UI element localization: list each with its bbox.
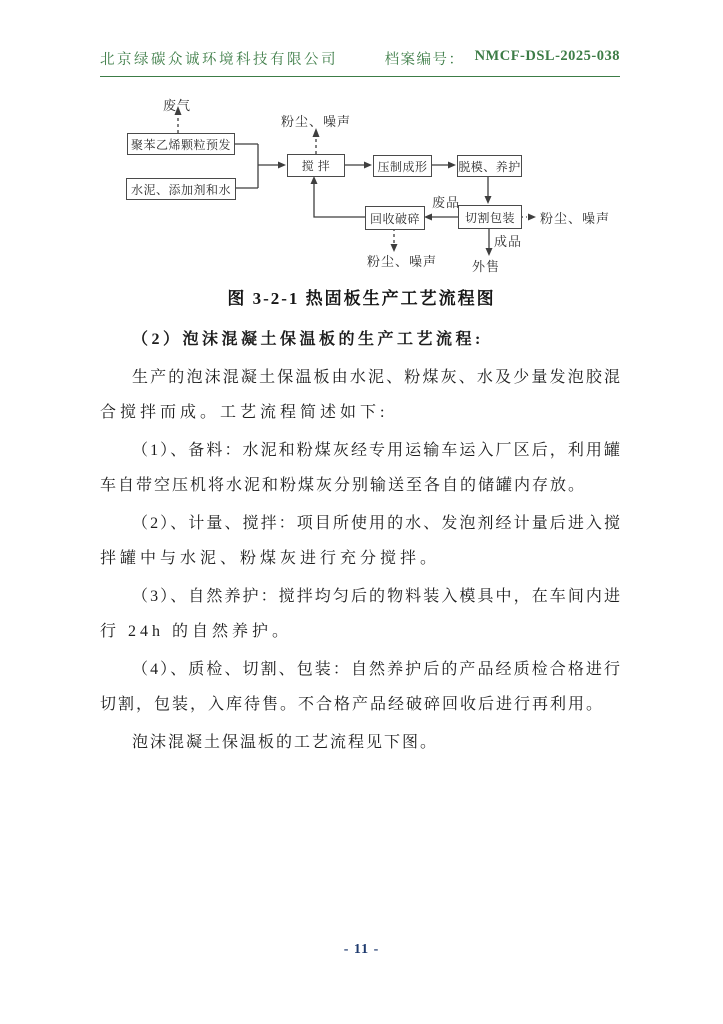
flowchart-box-cement-additives: 水泥、添加剂和水 <box>126 178 236 200</box>
paragraph <box>100 433 622 503</box>
flowchart-box-press-forming: 压制成形 <box>373 155 432 177</box>
paragraph <box>100 725 622 760</box>
flowchart-connectors <box>0 0 723 300</box>
paragraph-line: 行 24h 的自然养护。 <box>100 623 293 640</box>
label-finished-product: 成品 <box>494 234 523 249</box>
page-number: - 11 - <box>343 942 380 957</box>
paragraph-line: （1）、备料：水泥和粉煤灰经专用运输车运入厂区后，利用罐 <box>132 442 622 459</box>
flowchart-box-pre-expansion: 聚苯乙烯颗粒预发 <box>127 133 235 155</box>
paragraph <box>100 506 622 576</box>
flowchart-box-demold-curing: 脱模、养护 <box>457 155 522 177</box>
label-dust-noise-mixing: 粉尘、噪声 <box>281 114 352 129</box>
paragraph-line: （4）、质检、切割、包装：自然养护后的产品经质检合格进行 <box>132 661 622 678</box>
paragraph-line: 切割，包装，入库待售。不合格产品经破碎回收后进行再利用。 <box>100 696 605 713</box>
archive-number: NMCF-DSL-2025-038 <box>474 48 620 64</box>
flowchart-box-recycle-crushing: 回收破碎 <box>365 206 425 230</box>
section-heading: （2）泡沫混凝土保温板的生产工艺流程: <box>132 331 484 348</box>
paragraph-line: 合搅拌而成。工艺流程简述如下: <box>100 404 389 421</box>
flowchart-box-cut-packaging: 切割包装 <box>458 205 522 229</box>
archive-label: 档案编号： <box>384 52 465 68</box>
paragraph <box>100 360 622 430</box>
flowchart-box-mixing: 搅 拌 <box>287 154 345 177</box>
label-waste-gas: 废气 <box>163 98 192 113</box>
process-flowchart <box>0 0 723 300</box>
company-name: 北京绿碳众诚环境科技有限公司 <box>100 52 338 68</box>
label-scrap: 废品 <box>432 195 461 210</box>
paragraph-line: 车自带空压机将水泥和粉煤灰分别输送至各自的储罐内存放。 <box>100 477 587 494</box>
label-dust-noise-cutting: 粉尘、噪声 <box>540 211 611 226</box>
paragraph <box>100 652 622 722</box>
label-external-sale: 外售 <box>472 259 501 274</box>
paragraph-line: 拌罐中与水泥、粉煤灰进行充分搅拌。 <box>100 550 441 567</box>
label-dust-noise-recycle: 粉尘、噪声 <box>367 254 438 269</box>
paragraph-line: （2）、计量、搅拌：项目所使用的水、发泡剂经计量后进入搅 <box>132 515 622 532</box>
paragraph-line: 泡沫混凝土保温板的工艺流程见下图。 <box>132 734 439 751</box>
paragraph <box>100 579 622 649</box>
body-text <box>100 322 622 763</box>
paragraph-line: 生产的泡沫混凝土保温板由水泥、粉煤灰、水及少量发泡胶混 <box>132 369 622 386</box>
paragraph-line: （3）、自然养护：搅拌均匀后的物料装入模具中，在车间内进 <box>132 588 622 605</box>
figure-caption: 图 3-2-1 热固板生产工艺流程图 <box>227 289 496 308</box>
